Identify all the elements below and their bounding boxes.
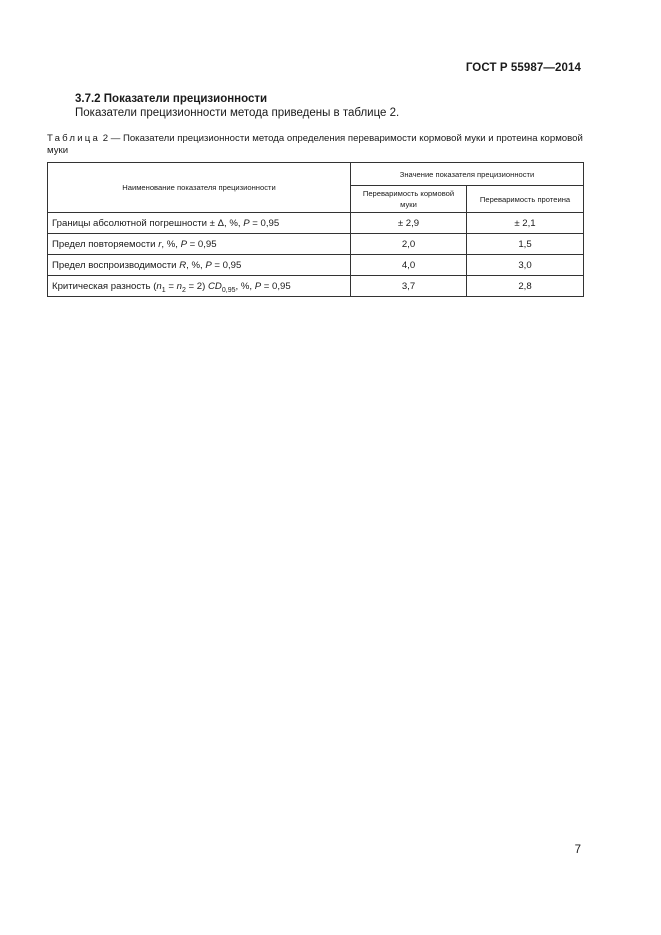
- table-caption-text: — Показатели прецизионности метода определения переваримости кормовой муки и протеина кормовой муки: [47, 133, 583, 156]
- page-number: 7: [574, 844, 581, 856]
- table-row: [48, 255, 584, 276]
- table-caption-number: 2: [102, 133, 109, 144]
- row-value-feed-flour: 4,0: [351, 255, 467, 276]
- row-value-protein: 2,8: [467, 276, 584, 297]
- precision-table: [47, 162, 584, 297]
- section-text: Показатели прецизионности метода приведены в таблице 2.: [75, 107, 400, 119]
- header-name-column: Наименование показателя прецизионности: [48, 163, 351, 213]
- table-row: [48, 234, 584, 255]
- table-row: [48, 276, 584, 297]
- row-value-protein: 3,0: [467, 255, 584, 276]
- row-value-feed-flour: 2,0: [351, 234, 467, 255]
- section-heading: 3.7.2 Показатели прецизионности: [75, 93, 268, 105]
- table-caption: [47, 133, 583, 157]
- table-row: [48, 213, 584, 234]
- row-name: Предел воспроизводимости R, %, P = 0,95: [48, 255, 351, 276]
- table-caption-label: Таблица: [47, 133, 101, 144]
- header-feed-flour-digestibility: Переваримость кормовой муки: [351, 186, 467, 213]
- header-value-group: Значение показателя прецизионности: [351, 163, 584, 186]
- row-name: Границы абсолютной погрешности ± Δ, %, P = 0,95: [48, 213, 351, 234]
- header-protein-digestibility: Переваримость протеина: [467, 186, 584, 213]
- row-value-feed-flour: ± 2,9: [351, 213, 467, 234]
- row-value-protein: ± 2,1: [467, 213, 584, 234]
- row-name: Критическая разность $(n_1 = n_2 = 2)$ $CD_{0,95}$, %, P = 0,95: [48, 276, 351, 297]
- table-header-row: [48, 163, 584, 186]
- row-name: Предел повторяемости r, %, P = 0,95: [48, 234, 351, 255]
- row-value-protein: 1,5: [467, 234, 584, 255]
- document-code: ГОСТ Р 55987—2014: [465, 62, 581, 74]
- row-value-feed-flour: 3,7: [351, 276, 467, 297]
